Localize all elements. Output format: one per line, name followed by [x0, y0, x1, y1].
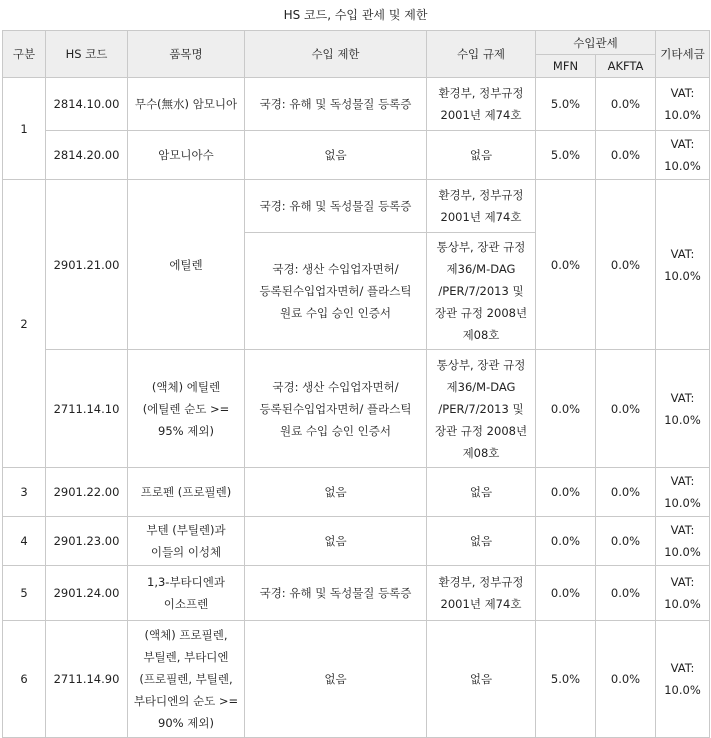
- group-number: 1: [3, 78, 46, 180]
- table-row: [3, 566, 710, 621]
- group-number: 4: [3, 517, 46, 566]
- regulation-cell: 없음: [427, 621, 536, 738]
- restriction-cell: 국경: 유해 및 독성물질 등록증: [245, 180, 427, 233]
- tax-cell: VAT: 10.0%: [656, 78, 710, 131]
- regulation-cell: 환경부, 정부규정 2001년 제74호: [427, 180, 536, 233]
- akfta-cell: 0.0%: [596, 78, 656, 131]
- table-row: [3, 131, 710, 180]
- item-cell: (액체) 에틸렌 (에틸렌 순도 >= 95% 제외): [128, 350, 245, 468]
- group-number: 5: [3, 566, 46, 621]
- group-number: 6: [3, 621, 46, 738]
- tax-cell: VAT: 10.0%: [656, 621, 710, 738]
- group-number: 2: [3, 180, 46, 468]
- hs-code-cell: 2901.21.00: [46, 180, 128, 350]
- hs-code-cell: 2814.20.00: [46, 131, 128, 180]
- table-row: [3, 180, 710, 233]
- mfn-cell: 0.0%: [536, 180, 596, 350]
- regulation-cell: 통상부, 장관 규정 제36/M-DAG /PER/7/2013 및 장관 규정 2008년 제08호: [427, 350, 536, 468]
- item-cell: 1,3-부타디엔과 이소프렌: [128, 566, 245, 621]
- regulation-cell: 없음: [427, 517, 536, 566]
- restriction-cell: 국경: 유해 및 독성물질 등록증: [245, 566, 427, 621]
- item-cell: (액체) 프로필렌, 부틸렌, 부타디엔(프로필렌, 부틸렌, 부타디엔의 순도 >= 90% 제외): [128, 621, 245, 738]
- hs-code-cell: 2711.14.10: [46, 350, 128, 468]
- mfn-cell: 0.0%: [536, 566, 596, 621]
- header-hs-code: HS 코드: [46, 31, 128, 78]
- mfn-cell: 5.0%: [536, 621, 596, 738]
- header-akfta: AKFTA: [596, 55, 656, 78]
- regulation-cell: 환경부, 정부규정 2001년 제74호: [427, 78, 536, 131]
- restriction-cell: 국경: 생산 수입업자면허/등록된수입업자면허/ 플라스틱 원료 수입 승인 인증서: [245, 350, 427, 468]
- tax-cell: VAT: 10.0%: [656, 350, 710, 468]
- restriction-cell: 없음: [245, 131, 427, 180]
- table-row: [3, 350, 710, 468]
- header-restriction: 수입 제한: [245, 31, 427, 78]
- akfta-cell: 0.0%: [596, 180, 656, 350]
- header-regulation: 수입 규제: [427, 31, 536, 78]
- table-row: [3, 517, 710, 566]
- restriction-cell: 없음: [245, 517, 427, 566]
- mfn-cell: 5.0%: [536, 78, 596, 131]
- akfta-cell: 0.0%: [596, 350, 656, 468]
- restriction-cell: 없음: [245, 468, 427, 517]
- akfta-cell: 0.0%: [596, 517, 656, 566]
- restriction-cell: 국경: 생산 수입업자면허/등록된수입업자면허/ 플라스틱 원료 수입 승인 인증서: [245, 233, 427, 350]
- akfta-cell: 0.0%: [596, 566, 656, 621]
- hs-code-cell: 2901.24.00: [46, 566, 128, 621]
- hs-code-cell: 2901.23.00: [46, 517, 128, 566]
- item-cell: 프로펜 (프로필렌): [128, 468, 245, 517]
- item-cell: 무수(無水) 암모니아: [128, 78, 245, 131]
- regulation-cell: 환경부, 정부규정 2001년 제74호: [427, 566, 536, 621]
- header-group: 구분: [3, 31, 46, 78]
- mfn-cell: 5.0%: [536, 131, 596, 180]
- item-cell: 암모니아수: [128, 131, 245, 180]
- table-row: [3, 621, 710, 738]
- restriction-cell: 없음: [245, 621, 427, 738]
- regulation-cell: 통상부, 장관 규정 제36/M-DAG /PER/7/2013 및 장관 규정 2008년 제08호: [427, 233, 536, 350]
- hs-code-cell: 2901.22.00: [46, 468, 128, 517]
- regulation-cell: 없음: [427, 468, 536, 517]
- tax-cell: VAT: 10.0%: [656, 131, 710, 180]
- mfn-cell: 0.0%: [536, 350, 596, 468]
- regulation-cell: 없음: [427, 131, 536, 180]
- tax-cell: VAT: 10.0%: [656, 468, 710, 517]
- header-item: 품목명: [128, 31, 245, 78]
- tax-cell: VAT: 10.0%: [656, 566, 710, 621]
- restriction-cell: 국경: 유해 및 독성물질 등록증: [245, 78, 427, 131]
- table-row: [3, 78, 710, 131]
- header-mfn: MFN: [536, 55, 596, 78]
- akfta-cell: 0.0%: [596, 468, 656, 517]
- table-title: HS 코드, 수입 관세 및 제한: [283, 8, 428, 22]
- mfn-cell: 0.0%: [536, 517, 596, 566]
- hs-code-cell: 2711.14.90: [46, 621, 128, 738]
- header-tariff: 수입관세: [536, 31, 656, 55]
- item-cell: 에틸렌: [128, 180, 245, 350]
- tax-cell: VAT: 10.0%: [656, 180, 710, 350]
- table-row: [3, 468, 710, 517]
- group-number: 3: [3, 468, 46, 517]
- mfn-cell: 0.0%: [536, 468, 596, 517]
- akfta-cell: 0.0%: [596, 131, 656, 180]
- akfta-cell: 0.0%: [596, 621, 656, 738]
- hs-code-cell: 2814.10.00: [46, 78, 128, 131]
- item-cell: 부텐 (부틸렌)과 이들의 이성체: [128, 517, 245, 566]
- header-other-tax: 기타세금: [656, 31, 710, 78]
- tax-cell: VAT: 10.0%: [656, 517, 710, 566]
- hs-code-table: [2, 30, 710, 738]
